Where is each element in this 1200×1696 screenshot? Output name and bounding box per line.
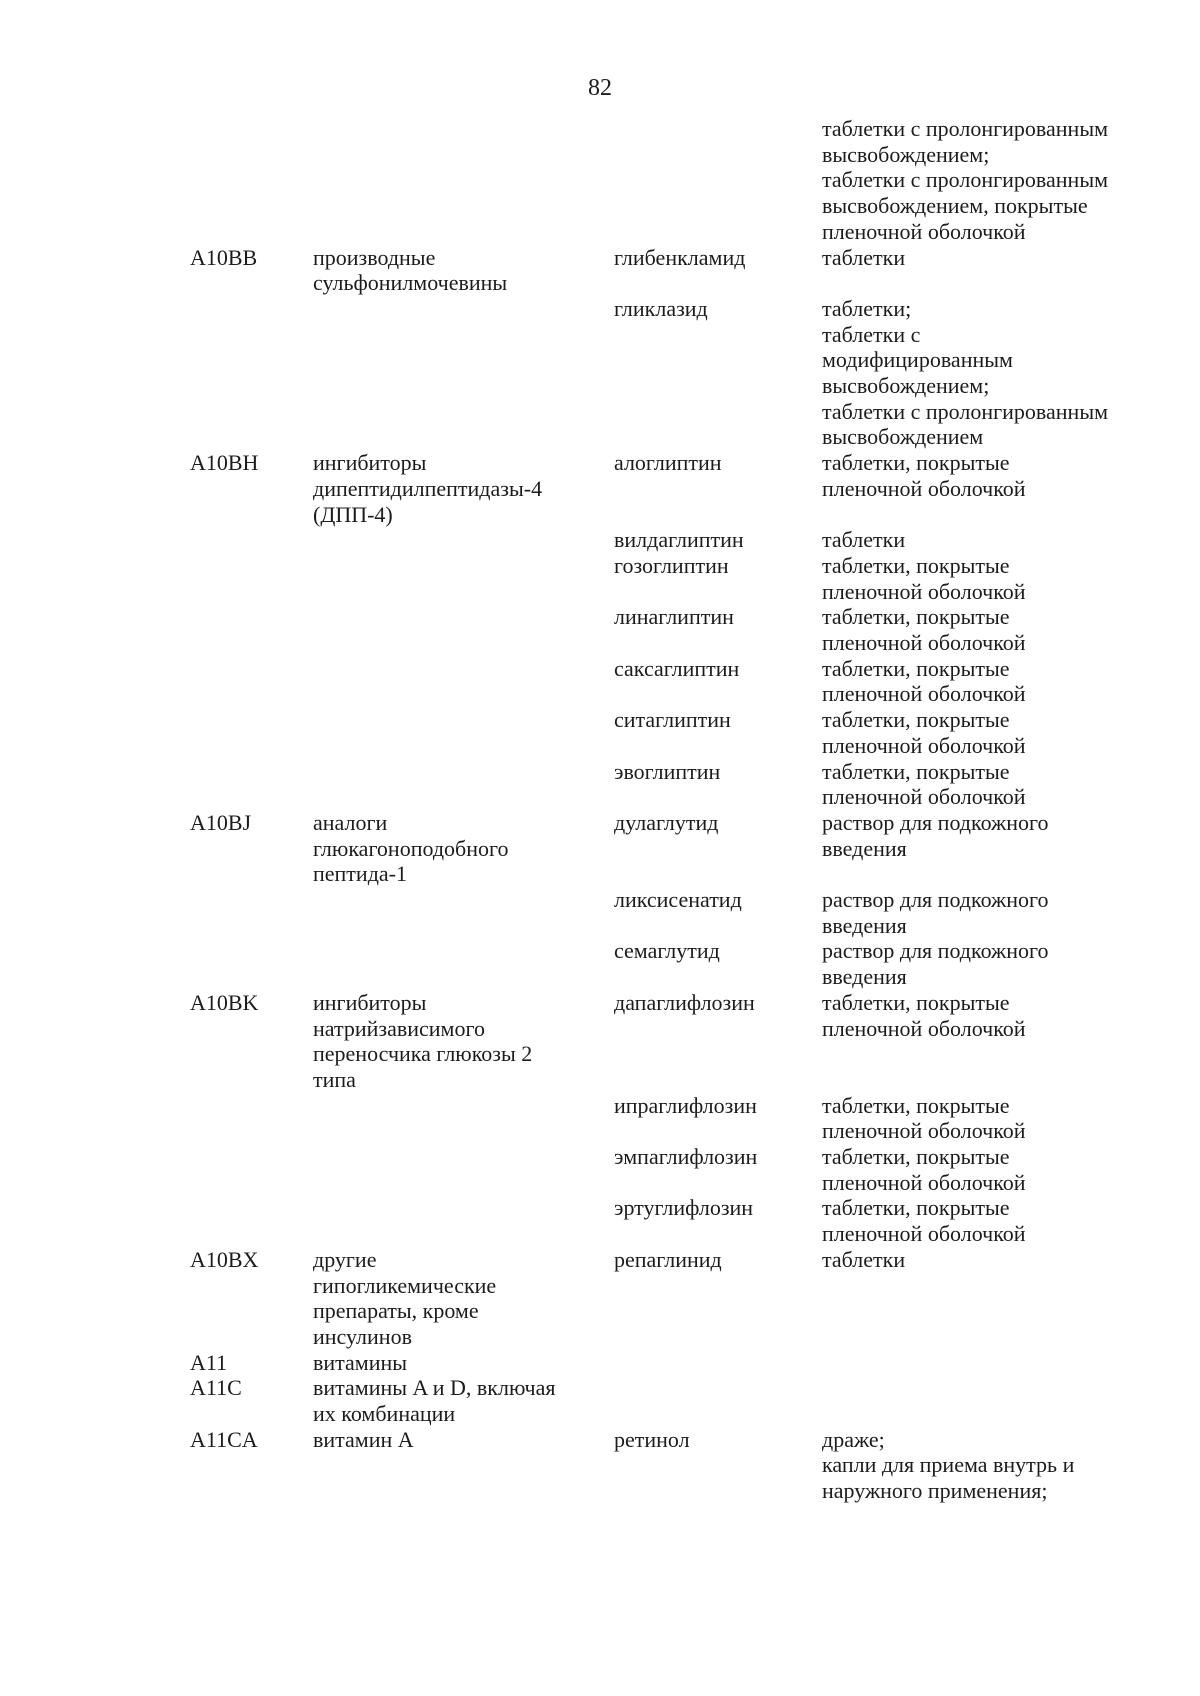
table-row <box>0 1093 1200 1144</box>
pharmacological-group: ингибиторы натрийзависимого переносчика глюкозы 2 типа <box>313 989 533 1092</box>
drug-table <box>0 116 1200 1504</box>
atc-code: A10BK <box>190 989 259 1015</box>
drug-name: ипраглифлозин <box>614 1092 757 1118</box>
dosage-form: таблетки, покрытые пленочной оболочкой <box>822 450 1026 501</box>
drug-name: гозоглиптин <box>614 552 729 578</box>
table-row <box>0 759 1200 810</box>
page-number: 82 <box>588 75 612 101</box>
dosage-form: раствор для подкожного введения <box>822 809 1049 861</box>
table-row <box>0 990 1200 1093</box>
drug-name: ретинол <box>614 1426 690 1452</box>
atc-code: A11CA <box>190 1426 258 1452</box>
table-row <box>0 450 1200 527</box>
drug-name: гликлазид <box>614 295 708 321</box>
drug-name: глибенкламид <box>614 244 746 270</box>
table-row <box>0 1350 1200 1376</box>
dosage-form: раствор для подкожного введения <box>822 887 1049 938</box>
atc-code: A11C <box>190 1375 242 1401</box>
table-row <box>0 938 1200 989</box>
drug-name: эртуглифлозин <box>614 1195 754 1221</box>
drug-name: линаглиптин <box>614 604 734 630</box>
drug-name: эмпаглифлозин <box>614 1144 758 1169</box>
dosage-form: таблетки, покрытые пленочной оболочкой <box>822 604 1026 655</box>
drug-name: саксаглиптин <box>614 655 740 681</box>
table-row <box>0 553 1200 604</box>
dosage-form: таблетки <box>822 1246 906 1272</box>
atc-code: A10BB <box>190 244 258 270</box>
table-row <box>0 296 1200 450</box>
pharmacological-group: другие гипогликемические препараты, кроме инсулинов <box>313 1246 497 1349</box>
drug-name: ситаглиптин <box>614 707 731 733</box>
table-row <box>0 527 1200 553</box>
drug-name: алоглиптин <box>614 450 722 476</box>
dosage-form: таблетки, покрытые пленочной оболочкой <box>822 1092 1026 1144</box>
drug-name: эвоглиптин <box>614 758 721 784</box>
drug-name: дулаглутид <box>614 809 719 835</box>
table-row <box>0 116 1200 245</box>
atc-code: A10BJ <box>190 809 252 835</box>
pharmacological-group: витамины <box>313 1349 408 1375</box>
dosage-form: таблетки, покрытые пленочной оболочкой <box>822 707 1026 758</box>
table-row <box>0 245 1200 296</box>
table-row <box>0 656 1200 707</box>
dosage-form: таблетки, покрытые пленочной оболочкой <box>822 758 1026 810</box>
pharmacological-group: аналоги глюкагоноподобного пептида-1 <box>313 809 509 887</box>
drug-name: ликсисенатид <box>614 887 742 912</box>
dosage-form: таблетки, покрытые пленочной оболочкой <box>822 655 1026 707</box>
table-row <box>0 1375 1200 1426</box>
dosage-form: таблетки с пролонгированным высвобождением; таблетки с пролонгированным высвобождением, покрытые пленочной оболочкой <box>822 116 1109 244</box>
dosage-form: таблетки, покрытые пленочной оболочкой <box>822 1195 1026 1247</box>
dosage-form: таблетки <box>822 527 906 553</box>
table-row <box>0 1427 1200 1504</box>
drug-name: семаглутид <box>614 938 720 964</box>
pharmacological-group: витамины A и D, включая их комбинации <box>313 1375 556 1426</box>
table-row <box>0 887 1200 938</box>
dosage-form: таблетки, покрытые пленочной оболочкой <box>822 1144 1026 1195</box>
drug-name: репаглинид <box>614 1246 722 1272</box>
atc-code: A10BH <box>190 450 259 476</box>
table-row <box>0 1195 1200 1246</box>
table-row <box>0 604 1200 655</box>
dosage-form: таблетки, покрытые пленочной оболочкой <box>822 989 1026 1041</box>
pharmacological-group: производные сульфонилмочевины <box>313 244 508 296</box>
pharmacological-group: витамин A <box>313 1426 414 1452</box>
atc-code: A10BX <box>190 1246 259 1272</box>
dosage-form: таблетки; таблетки с модифицированным высвобождением; таблетки с пролонгированным высвобождением <box>822 295 1109 450</box>
dosage-form: драже; капли для приема внутрь и наружного применения; <box>822 1426 1075 1504</box>
dosage-form: таблетки <box>822 244 906 270</box>
table-row <box>0 1247 1200 1350</box>
drug-name: вилдаглиптин <box>614 527 744 553</box>
dosage-form: таблетки, покрытые пленочной оболочкой <box>822 552 1026 604</box>
table-row <box>0 1144 1200 1195</box>
table-row <box>0 707 1200 758</box>
atc-code: A11 <box>190 1349 228 1375</box>
pharmacological-group: ингибиторы дипептидилпептидазы-4 (ДПП-4) <box>313 450 543 527</box>
dosage-form: раствор для подкожного введения <box>822 938 1049 990</box>
table-row <box>0 810 1200 887</box>
drug-name: дапаглифлозин <box>614 989 755 1015</box>
